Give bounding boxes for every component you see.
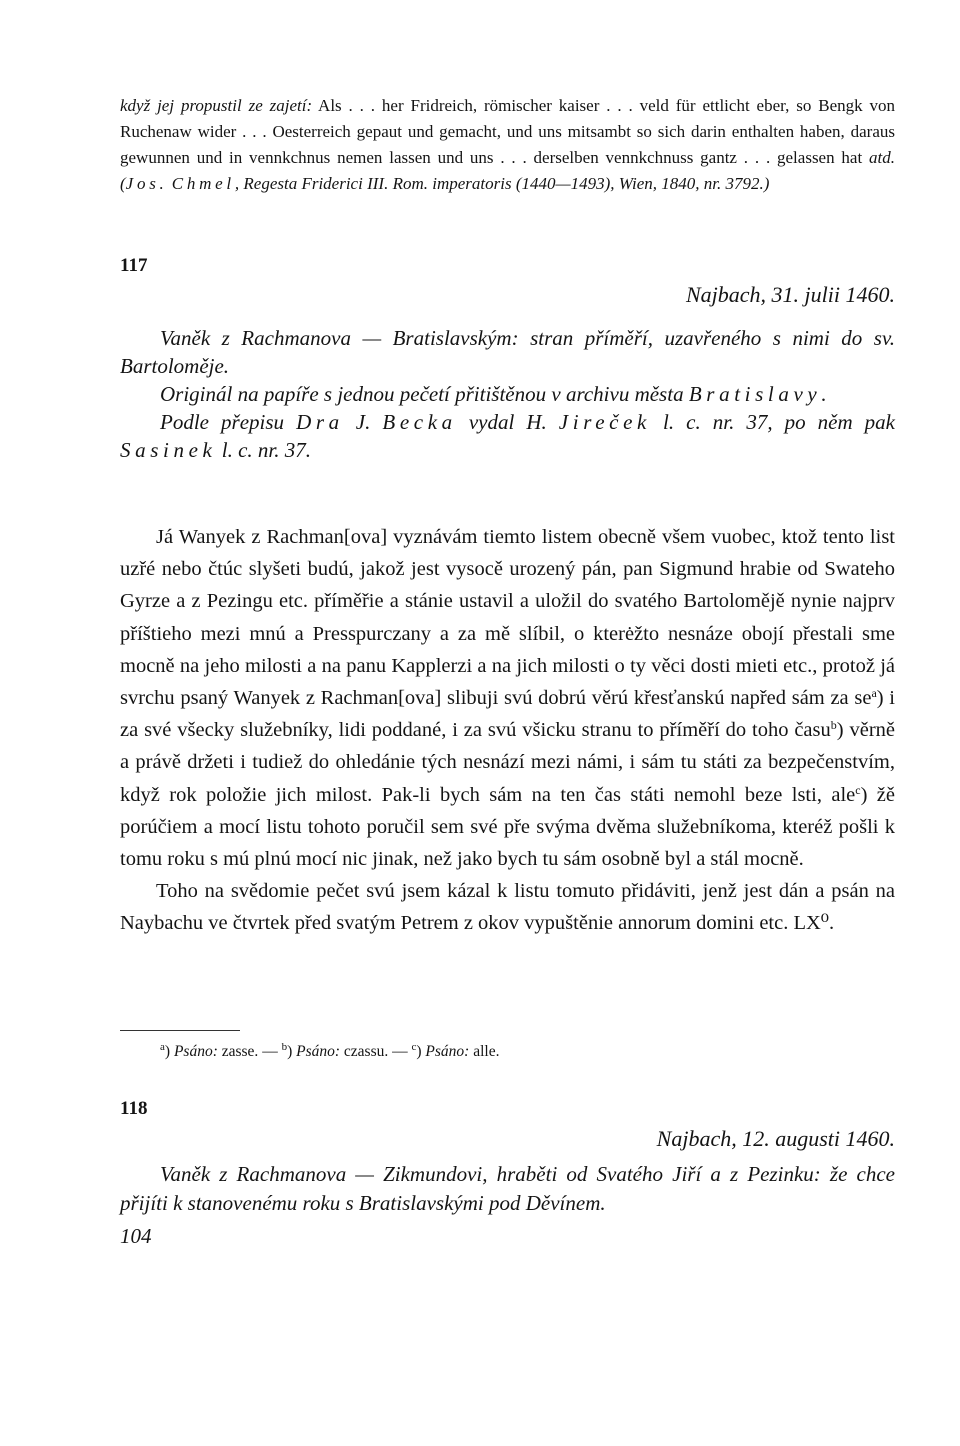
note-ref-rest: , Regesta Friderici III. Rom. imperatoris (1440—1493), Wien, 1840, nr. 3792.) — [234, 174, 770, 193]
document-number: 117 — [120, 255, 148, 276]
footnote-mark: a — [871, 686, 877, 701]
source-note: Originál na papíře s jednou pečetí přitištěnou v archivu města Bratislavy. — [160, 382, 827, 406]
note-atd: atd. — [869, 148, 895, 167]
document-text — [120, 521, 895, 940]
footnote-mark: b — [830, 718, 837, 733]
footnotes: $^a$) Psáno: zasse. — $^b$) Psáno: czassu. — $^c$) Psáno: alle. — [160, 1041, 500, 1060]
source-city: Bratislavy — [688, 382, 822, 406]
text-paragraph: Já Wanyek z Rachman[ova] vyznávám tiemto listem obecně všem vuobec, ktož tento list uzřé nebo čtúc slyšeti budú, jakož jest vysocě urozený pán, pan Sigmund hrabie od Swateho Gyrze a z Pezingu etc. příměřie a stánie ustavil a uložil do svatého Bartolomějě nynie najprv příštieho mezi mnú a Presspurczany a za mě slíbil, o kterėžto nesnáze obojí přestali sme mocně na jeho milosti a na panu Kapplerzi a na jich milosti o ty věci dosti mieti etc., protož já svrchu psaný Wanyek z Rachman[ova] slibuji svú dobrú věrú křesťanskú napřed sám za $se^a$) i za své všecky služebníky, lidi poddané, i za svú všicku stranu to příměří do toho času$^b$) věrně a právě držeti i tudiež do ohledánie tých nesnází mezi námi, i sám tu státi za bezpečenstvím, když rok položie jich milost. Pak-li bych sám na ten čas státi nemohl beze lsti, ale$^c$) žě porúčiem a mocí listu tohoto poručil sem své pře svýma dvěma služebníkoma, kteréž pošli k tomu roku s mú plnú mocí nic jinak, než jako bych tu sám osobně byl a stál mocně. — [120, 526, 895, 871]
footnote-mark: c — [855, 782, 861, 797]
note-intro: když jej propustil ze zajetí: — [120, 96, 313, 115]
note-ref-author-first: Jos. — [125, 174, 168, 193]
document-date: Najbach, 31. julii 1460. — [686, 282, 895, 307]
document-number: 118 — [120, 1098, 148, 1119]
page-number: 104 — [120, 1224, 152, 1248]
regest-text: Vaněk z Rachmanova — Zikmundovi, hraběti od Svatého Jiří a z Pezinku: že chce přijíti k stanovenému roku s Bratislavskými pod Děvínem. — [120, 1162, 895, 1215]
document-regest — [120, 1160, 895, 1218]
text-paragraph: Toho na svědomie pečet svú jsem kázal k listu tomuto přidáviti, jenž jest dán a psán na Naybachu ve čtvrtek před svatým Petrem z okov vypuštěnie annorum domini etc. LX⁰. — [120, 880, 895, 935]
document-date: Najbach, 12. augusti 1460. — [656, 1126, 895, 1151]
document-regest — [120, 324, 895, 464]
edition-note: Podle přepisu Dra J. Becka vydal H. Jireček l. c. nr. 37, po něm pak Sasinek l. c. nr. 37. — [120, 410, 896, 462]
previous-entry-note: když jej propustil ze zajetí: Als . . . her Fridreich, römischer kaiser . . . veld für ettlicht eber, so Bengk von Ruchenaw wider . . . Oesterreich gepaut und gemacht, und uns mitsambt so sich darin enthalten haben, daraus gewunnen und in vennkchnus nemen lassen und uns . . . derselben vennkchnuss gantz . . . gelassen hat atd. (Jos. Chmel, Regesta Friderici III. Rom. imperatoris (1440—1493), Wien, 1840, nr. 3792.) — [120, 96, 895, 193]
footnote-divider — [120, 1030, 240, 1031]
note-quote: Als . . . her Fridreich, römischer kaiser . . . veld für ettlicht eber, so Bengk von Ruchenaw wider . . . Oesterreich gepaut und gemacht, und uns mitsambt so sich darin enthalten haben, daraus gewunnen und in vennkchnus nemen lassen und uns . . . derselben vennkchnuss gantz . . . gelassen hat — [120, 96, 895, 167]
regest-text: Vaněk z Rachmanova — Bratislavským: stran příměří, uzavřeného s nimi do sv. Bartoloměje. — [120, 326, 895, 378]
note-ref-author-last: Chmel — [171, 174, 235, 193]
